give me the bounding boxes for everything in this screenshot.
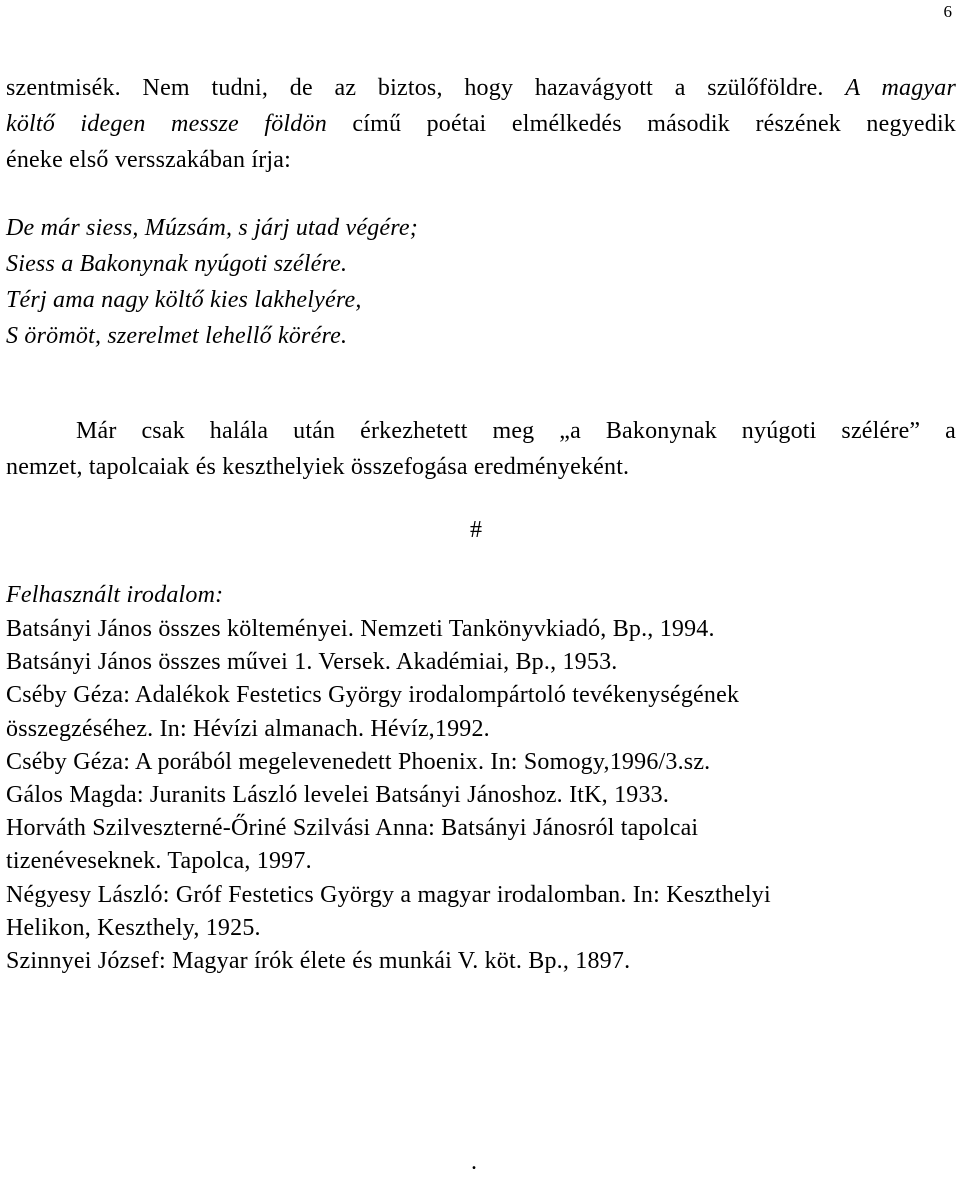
entry-text: Cséby Géza: A porából megelevenedett Phoenix. In: Somogy,1996/3.sz.	[6, 748, 711, 775]
bibliography-entry	[6, 779, 956, 812]
intro-line-2	[6, 106, 956, 142]
closing-line-1: Már csak halála után érkezhetett meg „a Bakonynak nyúgoti szélére” a	[76, 418, 956, 444]
entry-continuation: Helikon, Keszthely, 1925.	[6, 914, 261, 941]
bibliography-entry	[6, 812, 956, 878]
bibliography-title: Felhasznált irodalom:	[6, 582, 224, 608]
bibliography-entry	[6, 613, 956, 646]
intro-line-3: éneke első versszakában írja:	[6, 147, 291, 173]
intro-line-2-italic: költő idegen messze földön	[6, 111, 327, 137]
bibliography-entry	[6, 646, 956, 679]
bibliography-entry	[6, 879, 956, 945]
entry-text: Szinnyei József: Magyar írók élete és munkái V. köt. Bp., 1897.	[6, 948, 631, 975]
poem-line: Siess a Bakonynak nyúgoti szélére.	[6, 251, 348, 277]
closing-line-2: nemzet, tapolcaiak és keszthelyiek összefogása eredményeként.	[6, 454, 630, 480]
intro-line-2-text: című poétai elmélkedés második részének negyedik	[326, 111, 957, 137]
entry-text: Batsányi János összes költeményei. Nemzeti Tankönyvkiadó, Bp., 1994.	[6, 616, 715, 642]
poem-quote	[6, 210, 956, 354]
entry-text: Horváth Szilveszterné-Őriné Szilvási Anna: Batsányi Jánosról tapolcai	[6, 815, 699, 842]
page-number: 6	[943, 2, 952, 21]
poem-line: De már siess, Múzsám, s járj utad végére;	[6, 215, 418, 241]
bibliography-entry	[6, 945, 956, 978]
entry-continuation: összegzéséhez. In: Hévízi almanach. Hévíz,1992.	[6, 715, 490, 742]
poem-line: S örömöt, szerelmet lehellő körére.	[6, 323, 348, 349]
entry-continuation: tizenéveseknek. Tapolca, 1997.	[6, 848, 312, 875]
intro-paragraph	[6, 70, 956, 178]
entry-text: Gálos Magda: Juranits László levelei Batsányi Jánoshoz. ItK, 1933.	[6, 782, 670, 809]
bibliography-entry	[6, 679, 956, 745]
entry-text: Cséby Géza: Adalékok Festetics György irodalompártoló tevékenységének	[6, 682, 740, 709]
intro-line-1-italic: A magyar	[845, 75, 957, 101]
intro-line-1-text: szentmisék. Nem tudni, de az biztos, hogy hazavágyott a szülőföldre.	[6, 75, 846, 101]
entry-text: Négyesy László: Gróf Festetics György a magyar irodalomban. In: Keszthelyi	[6, 881, 771, 908]
bottom-mark: .	[471, 1149, 477, 1175]
closing-paragraph	[6, 413, 956, 485]
entry-text: Batsányi János összes művei 1. Versek. Akadémiai, Bp., 1953.	[6, 649, 618, 676]
bibliography-entry	[6, 746, 956, 779]
intro-line-1	[6, 70, 956, 106]
bibliography-list	[6, 613, 956, 978]
poem-line: Térj ama nagy költő kies lakhelyére,	[6, 287, 362, 313]
section-separator: #	[470, 517, 482, 543]
